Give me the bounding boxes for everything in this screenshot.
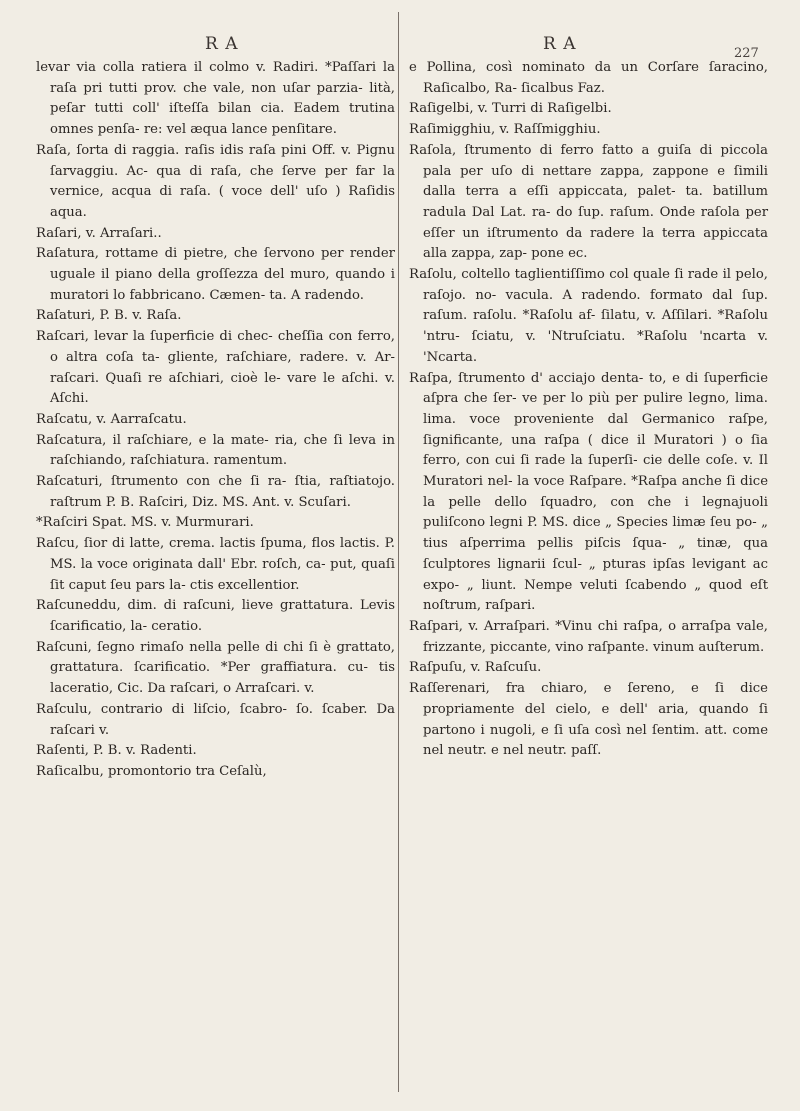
entry: Raſimigghiu, v. Raſſmigghiu.: [409, 122, 601, 138]
entry: levar via colla ratiera il colmo v. Radiri. *Paſſari la raſa pri tutti prov. che vale, non uſar parzia- lità, peſar tutti coll' iſteſſa bilan cia. Eadem trutina omnes penſa- re: vel æqua lance penſitare.: [36, 60, 395, 138]
entry: Raſpari, v. Arraſpari. *Vinu chi raſpa, o arraſpa vale, frizzante, piccante, vino raſpante. vinum auſterum.: [409, 618, 768, 655]
entry: Raſcuni, ſegno rimaſo nella pelle di chi ſi è grattato, grattatura. ſcarificatio. *Per graffiatura. cu- tis laceratio, Cic. Da raſcari, o Arraſcari. v.: [36, 639, 395, 697]
entry: Raſaturi, P. B. v. Raſa.: [36, 308, 182, 324]
entry: Raſatura, rottame di pietre, che ſervono per render uguale il piano della groſſezza del muro, quando i muratori lo fabbricano. Cæmen- ta. A radendo.: [36, 246, 395, 303]
entry: Raſpuſu, v. Raſcuſu.: [409, 660, 542, 676]
left-running-head: R A: [205, 34, 239, 54]
right-column: [409, 58, 768, 783]
entry: Raſcatu, v. Aarraſcatu.: [36, 411, 187, 427]
entry: Raſicalbu, promontorio tra Ceſalù,: [36, 763, 267, 779]
left-column: [36, 58, 395, 783]
entry: Raſpa, ſtrumento d' acciajo denta- to, e di ſuperficie aſpra che ſer- ve per lo più per pulire legno, lima. lima. voce proveniente dal Germanico raſpe, ſignificante, una raſpa ( dice il Muratori ) o ſia ferro, con cui ſi rade la ſuperſi- cie delle coſe. v. Il Muratori nel- la voce Raſpare. *Raſpa anche ſi dice la pelle dello ſquadro, con che i legnajuoli puliſcono legni P. MS. dice „ Species limæ ſeu po- „ tius aſperrima pellis piſcis ſqua- „ tinæ, qua ſculptores lignarii ſcul- „ pturas ipſas levigant ac expo- „ liunt. Nempe veluti ſcabendo „ quod eſt noſtrum, raſpari.: [409, 370, 768, 614]
text-columns: [36, 58, 771, 783]
right-running-head: R A: [543, 34, 577, 54]
entry: Raſcatura, il raſchiare, e la mate- ria, che ſi leva in raſchiando, raſchiatura. ramentum.: [36, 432, 395, 469]
entry: Raſculu, contrario di liſcio, ſcabro- ſo. ſcaber. Da raſcari v.: [36, 701, 395, 738]
entry: Raſcaturi, ſtrumento con che ſi ra- ſtia, raſtiatojo. raſtrum P. B. Raſciri, Diz. MS. Ant. v. Scuſari.: [36, 474, 395, 510]
entry: Raſſerenari, fra chiaro, e ſereno, e ſi dice propriamente del cielo, e dell' aria, quando ſi partono i nugoli, e ſi uſa così nel ſentim. att. come nel neutr. e nel neutr. paſſ.: [409, 681, 768, 759]
entry: e Pollina, così nominato da un Corſare ſaracino, Raſicalbo, Ra- ſicalbus Faz.: [409, 60, 768, 96]
entry: Raſenti, P. B. v. Radenti.: [36, 743, 197, 759]
entry: *Raſciri Spat. MS. v. Murmurari.: [36, 515, 254, 531]
entry: Raſa, ſorta di raggia. raſis idis raſa pini Off. v. Pignu ſarvaggiu. Ac- qua di raſa, che ſerve per far la vernice, acqua di raſa. ( voce dell' uſo ) Raſidis aqua.: [36, 142, 395, 220]
entry: Raſari, v. Arraſari..: [36, 225, 162, 241]
entry: Raſola, ſtrumento di ferro fatto a guiſa di piccola pala per uſo di nettare zappa, zappone e ſimili dalla terra a eſſi appiccata, palet- ta. batillum radula Dal Lat. ra- do ſup. raſum. Onde raſola per eſſer un iſtrumento da radere la terra appiccata alla zappa, zap- pone ec.: [409, 142, 768, 262]
entry: Raſcari, levar la ſuperficie di chec- cheſſia con ferro, o altra coſa ta- gliente, raſchiare, radere. v. Ar- raſcari. Quaſi re aſchiari, cioè le- vare le aſchi. v. Aſchi.: [36, 329, 395, 407]
entry: Raſigelbi, v. Turri di Raſigelbi.: [409, 101, 612, 117]
page-number: 227: [734, 46, 759, 61]
entry: Raſcuneddu, dim. di raſcuni, lieve grattatura. Levis ſcarificatio, la- ceratio.: [36, 598, 395, 634]
entry: Raſcu, ſior di latte, crema. lactis ſpuma, flos lactis. P. MS. la voce originata dall' Ebr. roſch, ca- put, quaſi ſit caput ſeu pars la- ctis excellentior.: [36, 536, 395, 593]
entry: Raſolu, coltello taglientiſſimo col quale ſi rade il pelo, raſojo. no- vacula. A radendo. formato dal ſup. raſum. raſolu. *Raſolu af- ſilatu, v. Aſſilari. *Raſolu 'ntru- ſciatu, v. 'Ntruſciatu. *Raſolu 'ncarta v. 'Ncarta.: [409, 267, 768, 365]
